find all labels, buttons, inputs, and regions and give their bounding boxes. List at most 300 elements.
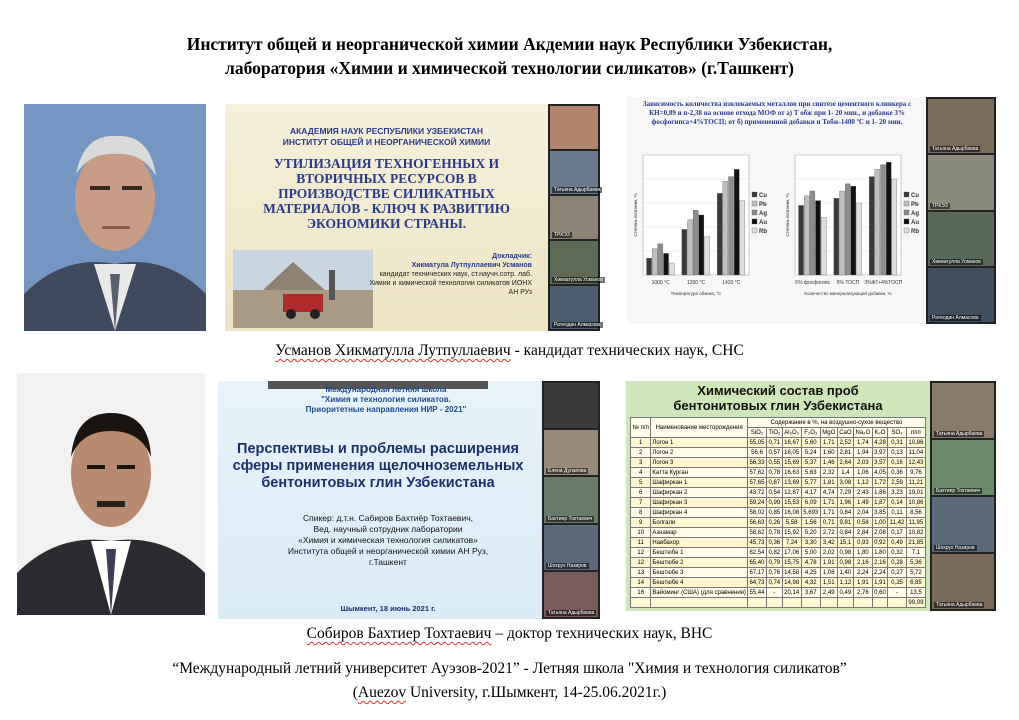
- table-cell: 16,63: [782, 468, 801, 478]
- table-row: [631, 518, 926, 528]
- chart-bar: [799, 205, 804, 275]
- participant-name: Ратеодин Алмасова: [932, 315, 979, 321]
- participant-tile: [928, 212, 994, 266]
- chart-legend-label: Cu: [911, 193, 919, 199]
- table-cell: 0,78: [768, 529, 781, 536]
- table-cell: 0,27: [888, 568, 907, 578]
- table-cell: 7,24: [782, 538, 801, 548]
- page-footer: [0, 657, 1019, 705]
- table-cell: 1,71: [820, 498, 837, 508]
- table-cell: 15,1: [837, 538, 853, 548]
- chart-ylabel: Степень возгонки, %: [785, 193, 790, 237]
- table-cell: 5,77: [801, 478, 820, 488]
- column-header: K₂O: [872, 428, 888, 438]
- chart-bar: [717, 193, 722, 275]
- chart-legend-swatch: [904, 201, 909, 206]
- participant-tile: [932, 383, 994, 438]
- table-cell: 3,97: [874, 449, 886, 456]
- footer-rest: University, г.Шымкент, 14-25.06.2021г.): [406, 684, 667, 701]
- caption-speaker-2: [0, 625, 1019, 643]
- table-cell: 67,17: [747, 568, 766, 578]
- participant-tile: [932, 554, 994, 609]
- chart-legend-swatch: [752, 210, 757, 215]
- table-cell: 45,73: [747, 538, 766, 548]
- participant-tile: [544, 477, 598, 522]
- table-row: [631, 558, 926, 568]
- chart-bar: [840, 191, 845, 275]
- table-cell: 12,43: [906, 458, 925, 468]
- deposit-name: Логон 1: [651, 438, 748, 448]
- slide3-speaker-line4: Института общей и неорганической химии АН Руз,: [287, 546, 489, 556]
- chart-xlabel: Температура обжига, °С: [670, 291, 722, 296]
- slide3-school-line1: Международная летняя школа: [325, 385, 447, 394]
- chart-bar: [886, 162, 891, 275]
- participant-name: ТРКЭЗ: [932, 202, 948, 209]
- chart-bar: [652, 249, 657, 275]
- column-header: TiO₂: [768, 429, 781, 436]
- chart-tick-label: 5% фосфогипс: [795, 280, 831, 286]
- table-cell: 5,693: [801, 508, 820, 518]
- table-cell: 20,14: [782, 588, 801, 598]
- table-cell: 0,31: [888, 438, 907, 448]
- table-cell: 2,52: [837, 438, 853, 448]
- participant-tile: [928, 155, 994, 209]
- table-cell: 2,24: [874, 569, 886, 576]
- slide3-school-line2: "Химия и технология силикатов.: [321, 395, 451, 404]
- table-cell: 11,95: [906, 518, 925, 528]
- chart-tick-label: 5% ТОСП: [836, 280, 860, 286]
- table-cell: 1,12: [837, 578, 853, 588]
- slide-bentonite-composition: [626, 381, 996, 611]
- chart-tick-label: 3%ФГ+4%ТОСП: [864, 280, 903, 286]
- table-cell: 3,23: [888, 488, 907, 498]
- table-cell: 21,85: [906, 538, 925, 548]
- table-cell: 2,16: [874, 559, 886, 566]
- table-cell: 13,69: [782, 478, 801, 488]
- table-cell: [801, 598, 820, 608]
- chart-bar: [845, 184, 850, 275]
- chart-bar: [723, 181, 728, 275]
- table-cell: 4,25: [801, 568, 820, 578]
- slide1-photo-trucks: [233, 250, 373, 328]
- table-cell: 5,60: [801, 438, 820, 448]
- table-cell: 2,32: [820, 468, 837, 478]
- participant-tile: [928, 268, 994, 322]
- table-cell: 55,44: [747, 588, 766, 598]
- deposit-name: Бештюбе 2: [651, 558, 748, 568]
- deposit-name: Шафиркан 1: [651, 478, 748, 488]
- table-cell: 3,08: [837, 478, 853, 488]
- table-cell: 16,05: [782, 448, 801, 458]
- table-cell: -: [888, 588, 907, 598]
- participant-tile: [544, 430, 598, 475]
- table-cell: 3: [631, 458, 651, 468]
- deposit-name: Навбахор: [651, 538, 748, 548]
- table-cell: 56,33: [747, 458, 766, 468]
- chart-bar: [704, 237, 709, 275]
- table-cell: 12: [631, 548, 651, 558]
- table-cell: 1,86: [874, 489, 886, 496]
- table-cell: 16,67: [782, 438, 801, 448]
- participant-name: ТРКЭЗ: [554, 232, 570, 238]
- table-cell: 16: [631, 588, 651, 598]
- table-cell: 58,62: [747, 528, 766, 538]
- chart-xlabel: Количество минерализующей добавки, %: [804, 291, 892, 296]
- deposit-name: Бештюбе 1: [651, 548, 748, 558]
- slide3-participants: [542, 381, 600, 619]
- participant-tile: [544, 383, 598, 428]
- table-cell: 12,87: [782, 488, 801, 498]
- slide4-participants: [930, 381, 996, 611]
- column-header: ппп: [906, 428, 925, 438]
- chart-bar: [682, 229, 687, 275]
- table-cell: 10,86: [906, 438, 925, 448]
- table-cell: 0,54: [768, 489, 781, 496]
- table-cell: 16,08: [782, 508, 801, 518]
- table-cell: 0,98: [837, 548, 853, 558]
- table-cell: 5,24: [801, 448, 820, 458]
- table-cell: 57,65: [747, 478, 766, 488]
- chart-legend-label: Ag: [759, 211, 767, 217]
- column-header: Al₂O₃: [782, 428, 801, 438]
- table-cell: [853, 598, 872, 608]
- table-cell: 6: [631, 488, 651, 498]
- deposit-name: Болгали: [651, 518, 748, 528]
- table-cell: 4,28: [874, 439, 886, 446]
- table-cell: 6,85: [906, 578, 925, 588]
- table-cell: 0,58: [853, 518, 872, 528]
- table-cell: 9: [631, 518, 651, 528]
- deposit-name: Шафиркан 3: [651, 498, 748, 508]
- speaker2-title: – доктор технических наук, ВНС: [491, 625, 713, 642]
- table-cell: 1,91: [874, 579, 886, 586]
- table-cell: 5,20: [801, 528, 820, 538]
- table-cell: 62,54: [747, 548, 766, 558]
- table-cell: 15,53: [782, 498, 801, 508]
- table-cell: 2,76: [853, 588, 872, 598]
- participant-name: Татьяна Адырбаева: [932, 146, 979, 153]
- table-cell: 0,71: [820, 518, 837, 528]
- table-cell: 13: [631, 568, 651, 578]
- slide1-reporter: [367, 252, 532, 297]
- table-cell: 0,92: [874, 539, 886, 546]
- footer-auezov: Auezov: [357, 684, 407, 701]
- column-header: MgO: [822, 429, 836, 436]
- chart-legend-label: Au: [759, 220, 767, 226]
- deposit-name: Азнамар: [651, 528, 748, 538]
- participant-tile: [544, 525, 598, 570]
- table-cell: 1,80: [874, 549, 886, 556]
- table-cell: 11,42: [888, 518, 907, 528]
- table-cell: 17,06: [782, 548, 801, 558]
- chart-bar: [892, 179, 897, 275]
- table-cell: 1,94: [853, 448, 872, 458]
- chart-bar: [688, 220, 693, 275]
- table-row: [631, 498, 926, 508]
- caption-speaker-1: [0, 342, 1019, 360]
- deposit-name: Вайоминг (США) (для сравнения): [652, 589, 746, 596]
- table-cell: 43,72: [747, 488, 766, 498]
- participant-tile: [928, 99, 994, 153]
- participant-name: Бахтиер Тохтаевич: [548, 515, 593, 522]
- participant-name: Татьяна Адырбаева: [548, 610, 595, 617]
- table-cell: 1,91: [820, 558, 837, 568]
- slide3-speaker-line3: «Химия и химическая технология силикатов»: [298, 535, 478, 545]
- table-row: [631, 478, 926, 488]
- chart-bar: [729, 177, 734, 275]
- table-cell: 0,13: [888, 448, 907, 458]
- chart-legend-label: Cu: [759, 193, 767, 199]
- table-cell: 3,42: [820, 538, 837, 548]
- slide1-reporter-info: кандидат технических наук, ст.научн.сотр. лаб. Химии и химической технологии силикатов ИОНХ АН РУз: [369, 271, 532, 296]
- participant-name: Бахтиер Тохтаевич: [936, 488, 981, 494]
- chart-bar: [810, 191, 815, 275]
- table-cell: 0,32: [888, 548, 907, 558]
- participant-tile: [550, 286, 601, 329]
- table-cell: 5,72: [906, 568, 925, 578]
- table-cell: 4,05: [874, 469, 886, 476]
- table-cell: 1,49: [853, 498, 872, 508]
- table-cell: 0,16: [888, 458, 907, 468]
- table-cell: 19,01: [906, 488, 925, 498]
- table-cell: 0,79: [768, 559, 781, 566]
- table-row: [631, 598, 926, 608]
- speaker1-title: - кандидат технических наук, СНС: [510, 342, 744, 359]
- table-cell: 2,59: [888, 478, 907, 488]
- table-cell: 4,32: [801, 578, 820, 588]
- slide1-title: УТИЛИЗАЦИЯ ТЕХНОГЕННЫХ И ВТОРИЧНЫХ РЕСУРСОВ В ПРОИЗВОДСТВЕ СИЛИКАТНЫХ МАТЕРИАЛОВ - КЛЮЧ К РАЗВИТИЮ ЭКОНОМИКИ СТРАНЫ.: [263, 156, 510, 231]
- footer-line-2: [0, 681, 1019, 705]
- speaker2-name: Собиров Бахтиер Тохтаевич: [306, 625, 492, 642]
- table-cell: 0,36: [888, 468, 907, 478]
- table-cell: 4,17: [801, 488, 820, 498]
- table-cell: 2,43: [853, 488, 872, 498]
- table-cell: 3,85: [874, 509, 886, 516]
- metal-extraction-charts: [629, 145, 925, 321]
- table-cell: 9,76: [906, 468, 925, 478]
- table-cell: 8,56: [906, 508, 925, 518]
- table-cell: [782, 598, 801, 608]
- table-cell: 5,58: [782, 518, 801, 528]
- slide1-academy: [239, 126, 534, 148]
- table-cell: 65,40: [747, 558, 766, 568]
- chart-bar: [869, 177, 874, 275]
- table-cell: 1,40: [837, 568, 853, 578]
- table-cell: 5,00: [801, 548, 820, 558]
- chart-tick-label: 1420 °С: [722, 280, 741, 286]
- table-cell: 64,73: [747, 578, 766, 588]
- table-cell: 0,76: [768, 569, 781, 576]
- table-cell: 2,03: [853, 458, 872, 468]
- chart-bar: [851, 186, 856, 275]
- table-cell: 2,84: [853, 528, 872, 538]
- table-cell: [747, 598, 766, 608]
- slide3-speaker-line5: г.Ташкент: [369, 557, 407, 567]
- table-cell: 2,04: [853, 508, 872, 518]
- chart-legend-swatch: [752, 192, 757, 197]
- composition-table: [630, 417, 926, 608]
- table-cell: 0,36: [768, 539, 781, 546]
- col-name: Наименование месторождения: [651, 418, 748, 438]
- chart-legend-swatch: [752, 201, 757, 206]
- table-cell: 13,5: [906, 588, 925, 598]
- chart-legend-swatch: [904, 210, 909, 215]
- participant-name: Елена Дулапова: [548, 468, 587, 475]
- table-cell: 11: [631, 538, 651, 548]
- table-cell: 1,74: [853, 438, 872, 448]
- table-cell: [872, 598, 888, 608]
- table-cell: 2,08: [874, 529, 886, 536]
- chart-legend-swatch: [904, 192, 909, 197]
- table-cell: [820, 598, 837, 608]
- table-row: [631, 468, 926, 478]
- chart-bar: [699, 215, 704, 275]
- chart-bar: [663, 253, 668, 275]
- table-cell: 5,63: [801, 468, 820, 478]
- column-header: Na₂O: [853, 428, 872, 438]
- table-cell: 58,02: [747, 508, 766, 518]
- table-cell: 2,72: [820, 528, 837, 538]
- table-cell: 8: [631, 508, 651, 518]
- chart-bar: [856, 203, 861, 275]
- participant-name: Шохрух Назиров: [936, 545, 975, 551]
- table-cell: 1,71: [820, 508, 837, 518]
- table-cell: 0,98: [837, 558, 853, 568]
- chart-legend-swatch: [752, 228, 757, 233]
- table-cell: 0,82: [768, 549, 781, 556]
- table-cell: [837, 598, 853, 608]
- chart-bar: [834, 198, 839, 275]
- table-cell: 1,06: [853, 468, 872, 478]
- chart-bar: [821, 217, 826, 275]
- table-cell: 10: [631, 528, 651, 538]
- slide3-school-line3: Приоритетные направления НИР - 2021": [305, 405, 467, 414]
- table-cell: 1,12: [853, 478, 872, 488]
- slide2-title: Зависимость количества извлекаемых металлов при синтезе цементного клинкера с КН=0,89 и п-2,38 на основе отхода МОФ от а) Т обж при 1- 20 мин., и добавке 3% фосфогипса+4%ТОСП; от б) примененной добавки и Тобж-1400 ºС и 1- 20 мин.: [642, 100, 912, 126]
- chart-bar: [804, 196, 809, 275]
- chart-bar: [669, 263, 674, 275]
- chart-legend-label: Ag: [911, 211, 919, 217]
- table-cell: 3,57: [874, 459, 886, 466]
- slide-metal-extraction-charts: [627, 97, 996, 324]
- slide-sobirov-title: [218, 381, 600, 619]
- table-cell: 0,84: [837, 508, 853, 518]
- slide4-title: [630, 383, 926, 413]
- portrait-usmanov-drawing: [24, 104, 206, 331]
- table-cell: 0,17: [888, 528, 907, 538]
- table-cell: 3,67: [801, 588, 820, 598]
- slide3-speaker-line2: Вед. научный сотрудник лаборатории: [313, 524, 463, 534]
- header-line-1: Институт общей и неорганической химии Акдемии наук Республики Узбекистан,: [186, 34, 833, 54]
- table-cell: 1,87: [874, 499, 886, 506]
- table-cell: [888, 598, 907, 608]
- participant-tile: [932, 497, 994, 552]
- table-cell: 99,09: [906, 598, 925, 608]
- chart-bar: [647, 258, 652, 275]
- table-cell: 15,92: [782, 528, 801, 538]
- chart-tick-label: 1200 °С: [686, 280, 706, 286]
- table-cell: 9,81: [837, 518, 853, 528]
- table-cell: 0,87: [768, 479, 781, 486]
- chart-legend-label: Pb: [911, 202, 919, 208]
- chart-bar: [734, 169, 739, 275]
- chart-legend-label: Pb: [759, 202, 767, 208]
- table-cell: 0,99: [768, 499, 781, 506]
- table-cell: 7,1: [906, 548, 925, 558]
- table-cell: 1: [631, 438, 651, 448]
- table-cell: 1,4: [837, 468, 853, 478]
- table-cell: -: [767, 588, 783, 598]
- slide2-participants: [926, 97, 996, 324]
- table-cell: 2,16: [853, 558, 872, 568]
- table-cell: 1,51: [820, 578, 837, 588]
- table-cell: 4: [631, 468, 651, 478]
- table-cell: 0,85: [768, 509, 781, 516]
- chart-bar: [693, 210, 698, 275]
- deposit-name: Бештюбе 3: [651, 568, 748, 578]
- table-row: [631, 578, 926, 588]
- slide3-school: [250, 385, 522, 415]
- table-cell: 11,21: [906, 478, 925, 488]
- table-cell: 2: [631, 448, 651, 458]
- participant-name: Шохрух Назиров: [548, 562, 587, 569]
- slide1-reporter-name: Хикматула Лутпуллаевич Усманов: [411, 262, 532, 269]
- table-row: [631, 438, 926, 448]
- table-cell: 0,28: [888, 558, 907, 568]
- deposit-name: Логон 2: [651, 448, 748, 458]
- table-cell: 57,62: [747, 468, 766, 478]
- chart-ylabel: Степень возгонки, %: [633, 193, 638, 237]
- slide1-academy-line2: ИНСТИТУТ ОБЩЕЙ И НЕОРГАНИЧЕСКОЙ ХИМИИ: [282, 137, 491, 147]
- table-cell: 0,49: [837, 588, 853, 598]
- table-cell: 5: [631, 478, 651, 488]
- column-header: SiO₂: [747, 428, 766, 438]
- table-cell: 1,96: [837, 498, 853, 508]
- table-cell: 15,69: [782, 458, 801, 468]
- table-cell: 55,05: [747, 438, 766, 448]
- slide3-date: Шымкент, 18 июнь 2021 г.: [340, 604, 436, 613]
- table-cell: 2,02: [820, 548, 837, 558]
- footer-line-1: “Международный летний университет Ауэзов-2021” - Летняя школа "Химия и технология силикатов”: [172, 660, 847, 677]
- deposit-name: Катта Курган: [651, 468, 748, 478]
- table-row: [631, 508, 926, 518]
- table-row: [631, 488, 926, 498]
- table-cell: 15,75: [782, 558, 801, 568]
- table-cell: 59,24: [747, 498, 766, 508]
- chart-bar: [740, 201, 745, 275]
- table-cell: 4,74: [820, 488, 837, 498]
- table-cell: 0,49: [888, 538, 907, 548]
- table-cell: 0,14: [888, 498, 907, 508]
- participant-tile: [550, 151, 601, 194]
- speaker1-name: Усманов Хикматулла Лутпуллаевич: [275, 342, 511, 359]
- table-cell: 1,00: [874, 519, 886, 526]
- slide1-academy-line1: АКАДЕМИЯ НАУК РЕСПУБЛИКИ УЗБЕКИСТАН: [289, 126, 483, 136]
- table-cell: 1,60: [820, 448, 837, 458]
- portrait-sobirov-drawing: [17, 373, 205, 615]
- chart-legend-swatch: [904, 219, 909, 224]
- table-row: [631, 548, 926, 558]
- table-cell: 1,46: [820, 458, 837, 468]
- table-row: [631, 528, 926, 538]
- participant-name: Татьяна Адырбаева: [936, 602, 983, 608]
- participant-name: Хикматулла Усманов: [932, 258, 981, 265]
- table-row: [631, 458, 926, 468]
- column-header: CaO: [839, 429, 852, 436]
- page-header: [0, 32, 1019, 80]
- deposit-name: Шафиркан 2: [651, 488, 748, 498]
- table-cell: [651, 598, 748, 608]
